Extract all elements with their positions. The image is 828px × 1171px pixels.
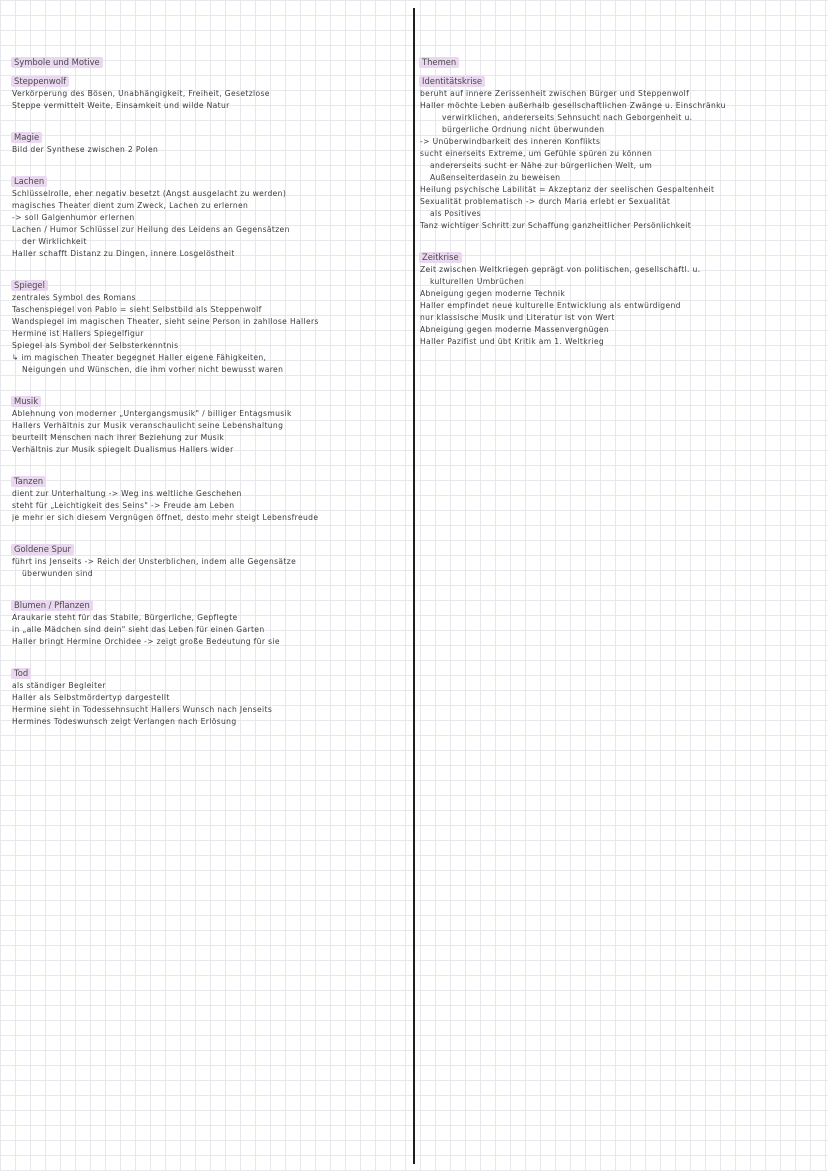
note-line: Haller empfindet neue kulturelle Entwicklung als entwürdigend bbox=[420, 301, 681, 310]
section-tanzen bbox=[12, 469, 408, 524]
note-line: Haller schafft Distanz zu Dingen, innere Losgelöstheit bbox=[12, 249, 235, 258]
note-line: verwirklichen, andererseits Sehnsucht nach Geborgenheit u. bbox=[442, 113, 693, 122]
note-line: steht für „Leichtigkeit des Seins" -> Freude am Leben bbox=[12, 501, 235, 510]
section-magie bbox=[12, 125, 408, 156]
note-line: überwunden sind bbox=[22, 569, 93, 578]
section-tod bbox=[12, 661, 408, 728]
note-line: Steppe vermittelt Weite, Einsamkeit und wilde Natur bbox=[12, 101, 230, 110]
section-themen bbox=[420, 50, 822, 232]
note-line: zentrales Symbol des Romans bbox=[12, 293, 136, 302]
note-line: führt ins Jenseits -> Reich der Unsterblichen, indem alle Gegensätze bbox=[12, 557, 297, 566]
note-line: Abneigung gegen moderne Massenvergnügen bbox=[420, 325, 610, 334]
note-line: Haller möchte Leben außerhalb gesellschaftlichen Zwänge u. Einschränku bbox=[420, 101, 726, 110]
note-line: Araukarie steht für das Stabile, Bürgerliche, Gepflegte bbox=[12, 613, 238, 622]
note-line: Lachen / Humor Schlüssel zur Heilung des Leidens an Gegensätzen bbox=[12, 225, 290, 234]
note-line: Haller Pazifist und übt Kritik am 1. Weltkrieg bbox=[420, 337, 605, 346]
note-line: je mehr er sich diesem Vergnügen öffnet, desto mehr steigt Lebensfreude bbox=[12, 513, 319, 522]
note-line: Außenseiterdasein zu beweisen bbox=[430, 173, 561, 182]
section-zeitkrise bbox=[420, 245, 822, 348]
note-line: als Positives bbox=[430, 209, 481, 218]
section-heading: Themen bbox=[419, 57, 459, 68]
section-heading: Blumen / Pflanzen bbox=[11, 600, 93, 611]
note-line: Verkörperung des Bösen, Unabhängigkeit, Freiheit, Gesetzlose bbox=[12, 89, 270, 98]
section-heading: Zeitkrise bbox=[419, 252, 462, 263]
note-line: Verhältnis zur Musik spiegelt Dualismus Hallers wider bbox=[12, 445, 234, 454]
note-line: nur klassische Musik und Literatur ist von Wert bbox=[420, 313, 615, 322]
section-heading: Magie bbox=[11, 132, 42, 143]
section-heading: Tanzen bbox=[11, 476, 46, 487]
section-symbole bbox=[12, 50, 408, 112]
note-line: Neigungen und Wünschen, die ihm vorher nicht bewusst waren bbox=[22, 365, 284, 374]
section-musik bbox=[12, 389, 408, 456]
note-line: -> soll Galgenhumor erlernen bbox=[12, 213, 135, 222]
note-line: Tanz wichtiger Schritt zur Schaffung ganzheitlicher Persönlichkeit bbox=[420, 221, 692, 230]
note-line: kulturellen Umbrüchen bbox=[430, 277, 525, 286]
note-line: Hermine ist Hallers Spiegelfigur bbox=[12, 329, 144, 338]
note-line: andererseits sucht er Nähe zur bürgerlichen Welt, um bbox=[430, 161, 653, 170]
left-column bbox=[12, 50, 408, 741]
note-line: -> Unüberwindbarkeit des inneren Konflikts bbox=[420, 137, 601, 146]
section-heading: Symbole und Motive bbox=[11, 57, 103, 68]
section-heading: Spiegel bbox=[11, 280, 48, 291]
section-subheading: Identitätskrise bbox=[419, 76, 485, 87]
section-lachen bbox=[12, 169, 408, 260]
note-line: als ständiger Begleiter bbox=[12, 681, 106, 690]
note-line: Hermines Todeswunsch zeigt Verlangen nach Erlösung bbox=[12, 717, 237, 726]
note-line: Haller als Selbstmördertyp dargestellt bbox=[12, 693, 170, 702]
note-line: Heilung psychische Labilität = Akzeptanz der seelischen Gespaltenheit bbox=[420, 185, 715, 194]
note-line: Zeit zwischen Weltkriegen geprägt von politischen, gesellschaftl. u. bbox=[420, 265, 701, 274]
note-line: der Wirklichkeit bbox=[22, 237, 87, 246]
note-line: beruht auf innere Zerissenheit zwischen Bürger und Steppenwolf bbox=[420, 89, 690, 98]
section-subheading: Steppenwolf bbox=[11, 76, 69, 87]
note-line: Haller bringt Hermine Orchidee -> zeigt große Bedeutung für sie bbox=[12, 637, 280, 646]
page-divider bbox=[413, 8, 415, 1164]
note-line: Wandspiegel im magischen Theater, sieht seine Person in zahllose Hallers bbox=[12, 317, 319, 326]
note-line: bürgerliche Ordnung nicht überwunden bbox=[442, 125, 605, 134]
note-line: Sexualität problematisch -> durch Maria erlebt er Sexualität bbox=[420, 197, 671, 206]
note-line: Hermine sieht in Todessehnsucht Hallers Wunsch nach Jenseits bbox=[12, 705, 273, 714]
section-heading: Musik bbox=[11, 396, 41, 407]
note-line: Abneigung gegen moderne Technik bbox=[420, 289, 566, 298]
note-line: magisches Theater dient zum Zweck, Lachen zu erlernen bbox=[12, 201, 249, 210]
section-blumen bbox=[12, 593, 408, 648]
section-heading: Goldene Spur bbox=[11, 544, 74, 555]
note-line: dient zur Unterhaltung -> Weg ins weltliche Geschehen bbox=[12, 489, 242, 498]
note-line: Ablehnung von moderner „Untergangsmusik" / billiger Entagsmusik bbox=[12, 409, 292, 418]
section-spiegel bbox=[12, 273, 408, 376]
section-goldene-spur bbox=[12, 537, 408, 580]
note-line: beurteilt Menschen nach ihrer Beziehung zur Musik bbox=[12, 433, 225, 442]
section-heading: Tod bbox=[11, 668, 31, 679]
note-line: ↳ im magischen Theater begegnet Haller eigene Fähigkeiten, bbox=[12, 353, 267, 362]
note-line: sucht einerseits Extreme, um Gefühle spüren zu können bbox=[420, 149, 653, 158]
right-column bbox=[420, 50, 822, 361]
section-heading: Lachen bbox=[11, 176, 47, 187]
note-line: Taschenspiegel von Pablo = sieht Selbstbild als Steppenwolf bbox=[12, 305, 262, 314]
note-line: Spiegel als Symbol der Selbsterkenntnis bbox=[12, 341, 179, 350]
note-line: Schlüsselrolle, eher negativ besetzt (Angst ausgelacht zu werden) bbox=[12, 189, 287, 198]
note-line: Bild der Synthese zwischen 2 Polen bbox=[12, 145, 159, 154]
note-line: in „alle Mädchen sind dein" sieht das Leben für einen Garten bbox=[12, 625, 265, 634]
note-line: Hallers Verhältnis zur Musik veranschaulicht seine Lebenshaltung bbox=[12, 421, 284, 430]
